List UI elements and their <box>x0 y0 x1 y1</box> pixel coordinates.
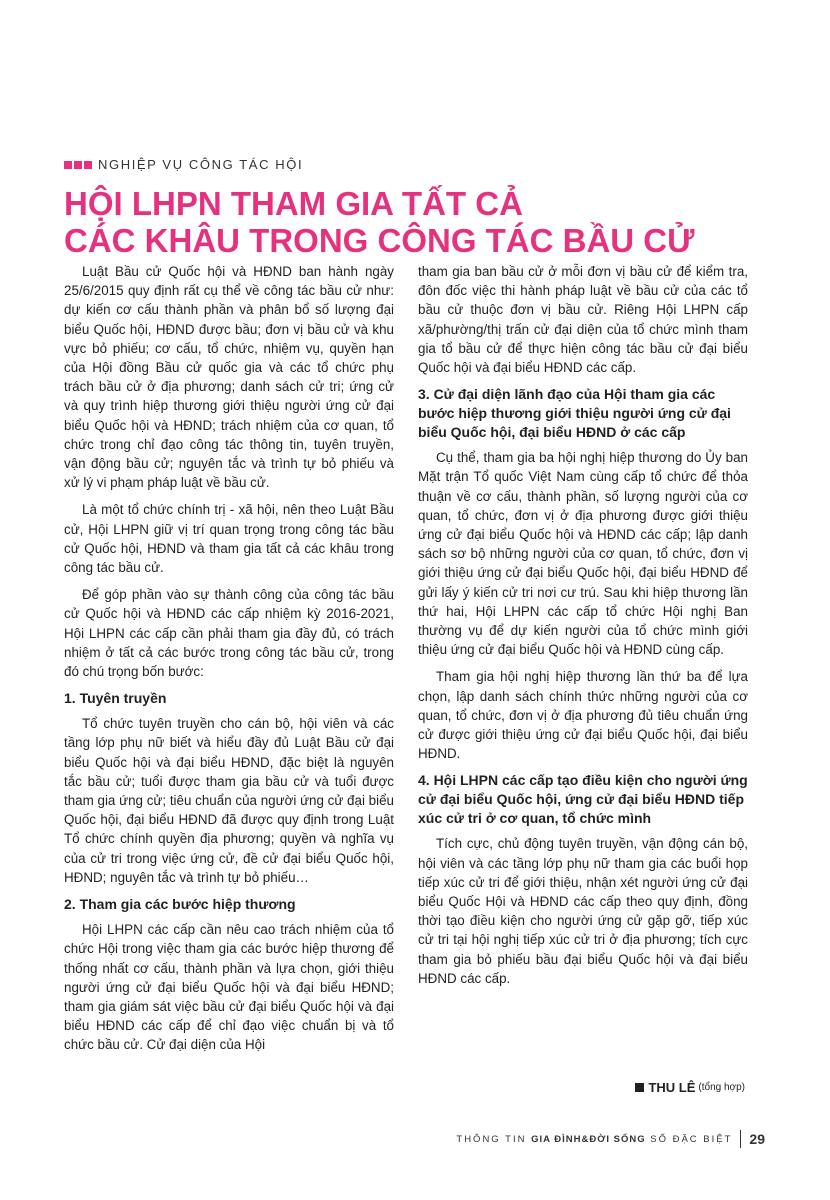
title-line-1: HỘI LHPN THAM GIA TẤT CẢ <box>64 185 523 222</box>
footer-label-left: THÔNG TIN <box>456 1133 527 1145</box>
footer-divider <box>740 1130 741 1148</box>
paragraph: Hội LHPN các cấp cần nêu cao trách nhiệm của tổ chức Hội trong việc tham gia các bước hiệp thương để thống nhất cơ cấu, thành phần và lựa chọn, giới thiệu người ứng cử đại biểu Quốc hội và đại biểu HĐND; tham gia giám sát việc bầu cử đại biểu Quốc hội và đại biểu HĐND các cấp để chỉ đạo việc chuẩn bị và tổ chức bầu cử. Cử đại diện của Hội <box>64 922 394 1053</box>
paragraph: tham gia ban bầu cử ở mỗi đơn vị bầu cử để kiểm tra, đôn đốc việc thi hành pháp luật về bầu cử của các tổ bầu cử thuộc đơn vị bầu cử. Riêng Hội LHPN cấp xã/phường/thị trấn cử đại diện của tổ chức mình tham gia tổ bầu cử để thực hiện công tác bầu cử đại biểu Quốc hội và đại biểu HĐND các cấp. <box>418 264 748 376</box>
subheading: 1. Tuyên truyền <box>64 690 167 707</box>
left-column <box>64 262 394 1063</box>
magazine-name: GIA ĐÌNH&ĐỜI SỐNG <box>531 1133 646 1145</box>
paragraph: Để góp phần vào sự thành công của công tác bầu cử Quốc hội và HĐND các cấp nhiệm kỳ 2016-2021, Hội LHPN các cấp cần phải tham gia đầy đủ, có trách nhiệm ở tất cả các bước trong công tác bầu cử, trong đó chú trọng bốn bước: <box>64 587 394 680</box>
subheading: 3. Cử đại diện lãnh đạo của Hội tham gia các bước hiệp thương giới thiệu người ứng cử đại biểu Quốc hội, đại biểu HĐND ở các cấp <box>418 386 731 441</box>
author-name: THU LÊ <box>648 1080 696 1095</box>
paragraph: Là một tổ chức chính trị - xã hội, nên theo Luật Bầu cử, Hội LHPN giữ vị trí quan trọng trong công tác bầu cử Quốc hội, HĐND và tham gia tất cả các khâu trong công tác bầu cử. <box>64 502 394 576</box>
kicker-squares-icon <box>64 161 92 169</box>
title-line-2: CÁC KHÂU TRONG CÔNG TÁC BẦU CỬ <box>64 222 695 259</box>
paragraph: Luật Bầu cử Quốc hội và HĐND ban hành ngày 25/6/2015 quy định rất cụ thể về công tác bầu cử như: dự kiến cơ cấu thành phần và phân bổ số lượng đại biểu Quốc hội, HĐND được bầu; đơn vị bầu cử và khu vực bỏ phiếu; cơ cấu, tổ chức, nhiệm vụ, quyền hạn của Hội đồng Bầu cử quốc gia và các tổ chức phụ trách bầu cử ở địa phương; danh sách cử tri; ứng cử và quy trình hiệp thương giới thiệu người ứng cử đại biểu Quốc hội và HĐND; trách nhiệm của cơ quan, tổ chức trong chỉ đạo công tác thông tin, tuyên truyền, vận động bầu cử; nguyên tắc và trình tự bỏ phiếu và xử lý vi phạm pháp luật về bầu cử. <box>64 264 394 491</box>
square-bullet-icon <box>635 1083 644 1092</box>
byline <box>635 1080 745 1095</box>
section-kicker <box>64 157 303 172</box>
paragraph: Cụ thể, tham gia ba hội nghị hiệp thương do Ủy ban Mặt trận Tổ quốc Việt Nam cùng cấp tổ chức để thỏa thuận về cơ cấu, thành phần, số lượng người của cơ quan, tổ chức, đơn vị ở địa phương được giới thiệu ứng cử đại biểu Quốc hội và HĐND các cấp; lập danh sách sơ bộ những người của cơ quan, tổ chức, đơn vị giới thiệu ứng cử đại biểu Quốc hội, đại biểu HĐND để gửi lấy ý kiến cử tri nơi cư trú. Sau khi hiệp thương lần thứ hai, Hội LHPN các cấp tổ chức Hội nghị Ban thường vụ để dự kiến người của tổ chức mình giới thiệu ứng cử đại biểu Quốc hội và HĐND cùng cấp. <box>418 450 748 658</box>
subheading: 4. Hội LHPN các cấp tạo điều kiện cho người ứng cử đại biểu Quốc hội, ứng cử đại biểu HĐND tiếp xúc cử tri ở cơ quan, tổ chức mình <box>418 772 748 827</box>
page-footer <box>420 1130 765 1148</box>
right-column <box>418 262 748 996</box>
section-label: NGHIỆP VỤ CÔNG TÁC HỘI <box>98 157 304 172</box>
paragraph: Tham gia hội nghị hiệp thương lần thứ ba để lựa chọn, lập danh sách chính thức những người của cơ quan, tổ chức, đơn vị ở địa phương đủ tiêu chuẩn ứng cử được giới thiệu ứng cử đại biểu Quốc hội, đại biểu HĐND. <box>418 669 748 762</box>
author-note: (tổng hợp) <box>698 1082 745 1093</box>
subheading: 2. Tham gia các bước hiệp thương <box>64 896 296 913</box>
paragraph: Tích cực, chủ động tuyên truyền, vận động cán bộ, hội viên và các tầng lớp phụ nữ tham gia các buổi họp tiếp xúc cử tri để giới thiệu, nhận xét người ứng cử đại biểu Quốc Hội và HĐND các cấp theo quy định, đồng thời tạo điều kiện cho người ứng cử gặp gỡ, tiếp xúc cử tri tại hội nghị tiếp xúc cử tri ở địa phương; tích cực tham gia bỏ phiếu bầu đại biểu Quốc hội và đại biểu HĐND các cấp. <box>418 836 748 986</box>
footer-label-right: SỐ ĐẶC BIỆT <box>650 1133 733 1145</box>
paragraph: Tổ chức tuyên truyền cho cán bộ, hội viên và các tầng lớp phụ nữ biết và hiểu đầy đủ Luật Bầu cử đại biểu Quốc hội và đại biểu HĐND, đặc biệt là nguyên tắc bầu cử; tuổi được tham gia bầu cử và tuổi được tham gia ứng cử; tiêu chuẩn của người ứng cử đại biểu Quốc hội, đại biểu HĐND đã được quy định trong Luật Tổ chức chính quyền địa phương; quyền và nghĩa vụ của cử tri trong việc ứng cử, đề cử đại biểu Quốc hội, HĐND; nguyên tắc và trình tự bỏ phiếu… <box>64 716 394 885</box>
article-title <box>64 185 764 259</box>
page-number: 29 <box>749 1131 765 1147</box>
